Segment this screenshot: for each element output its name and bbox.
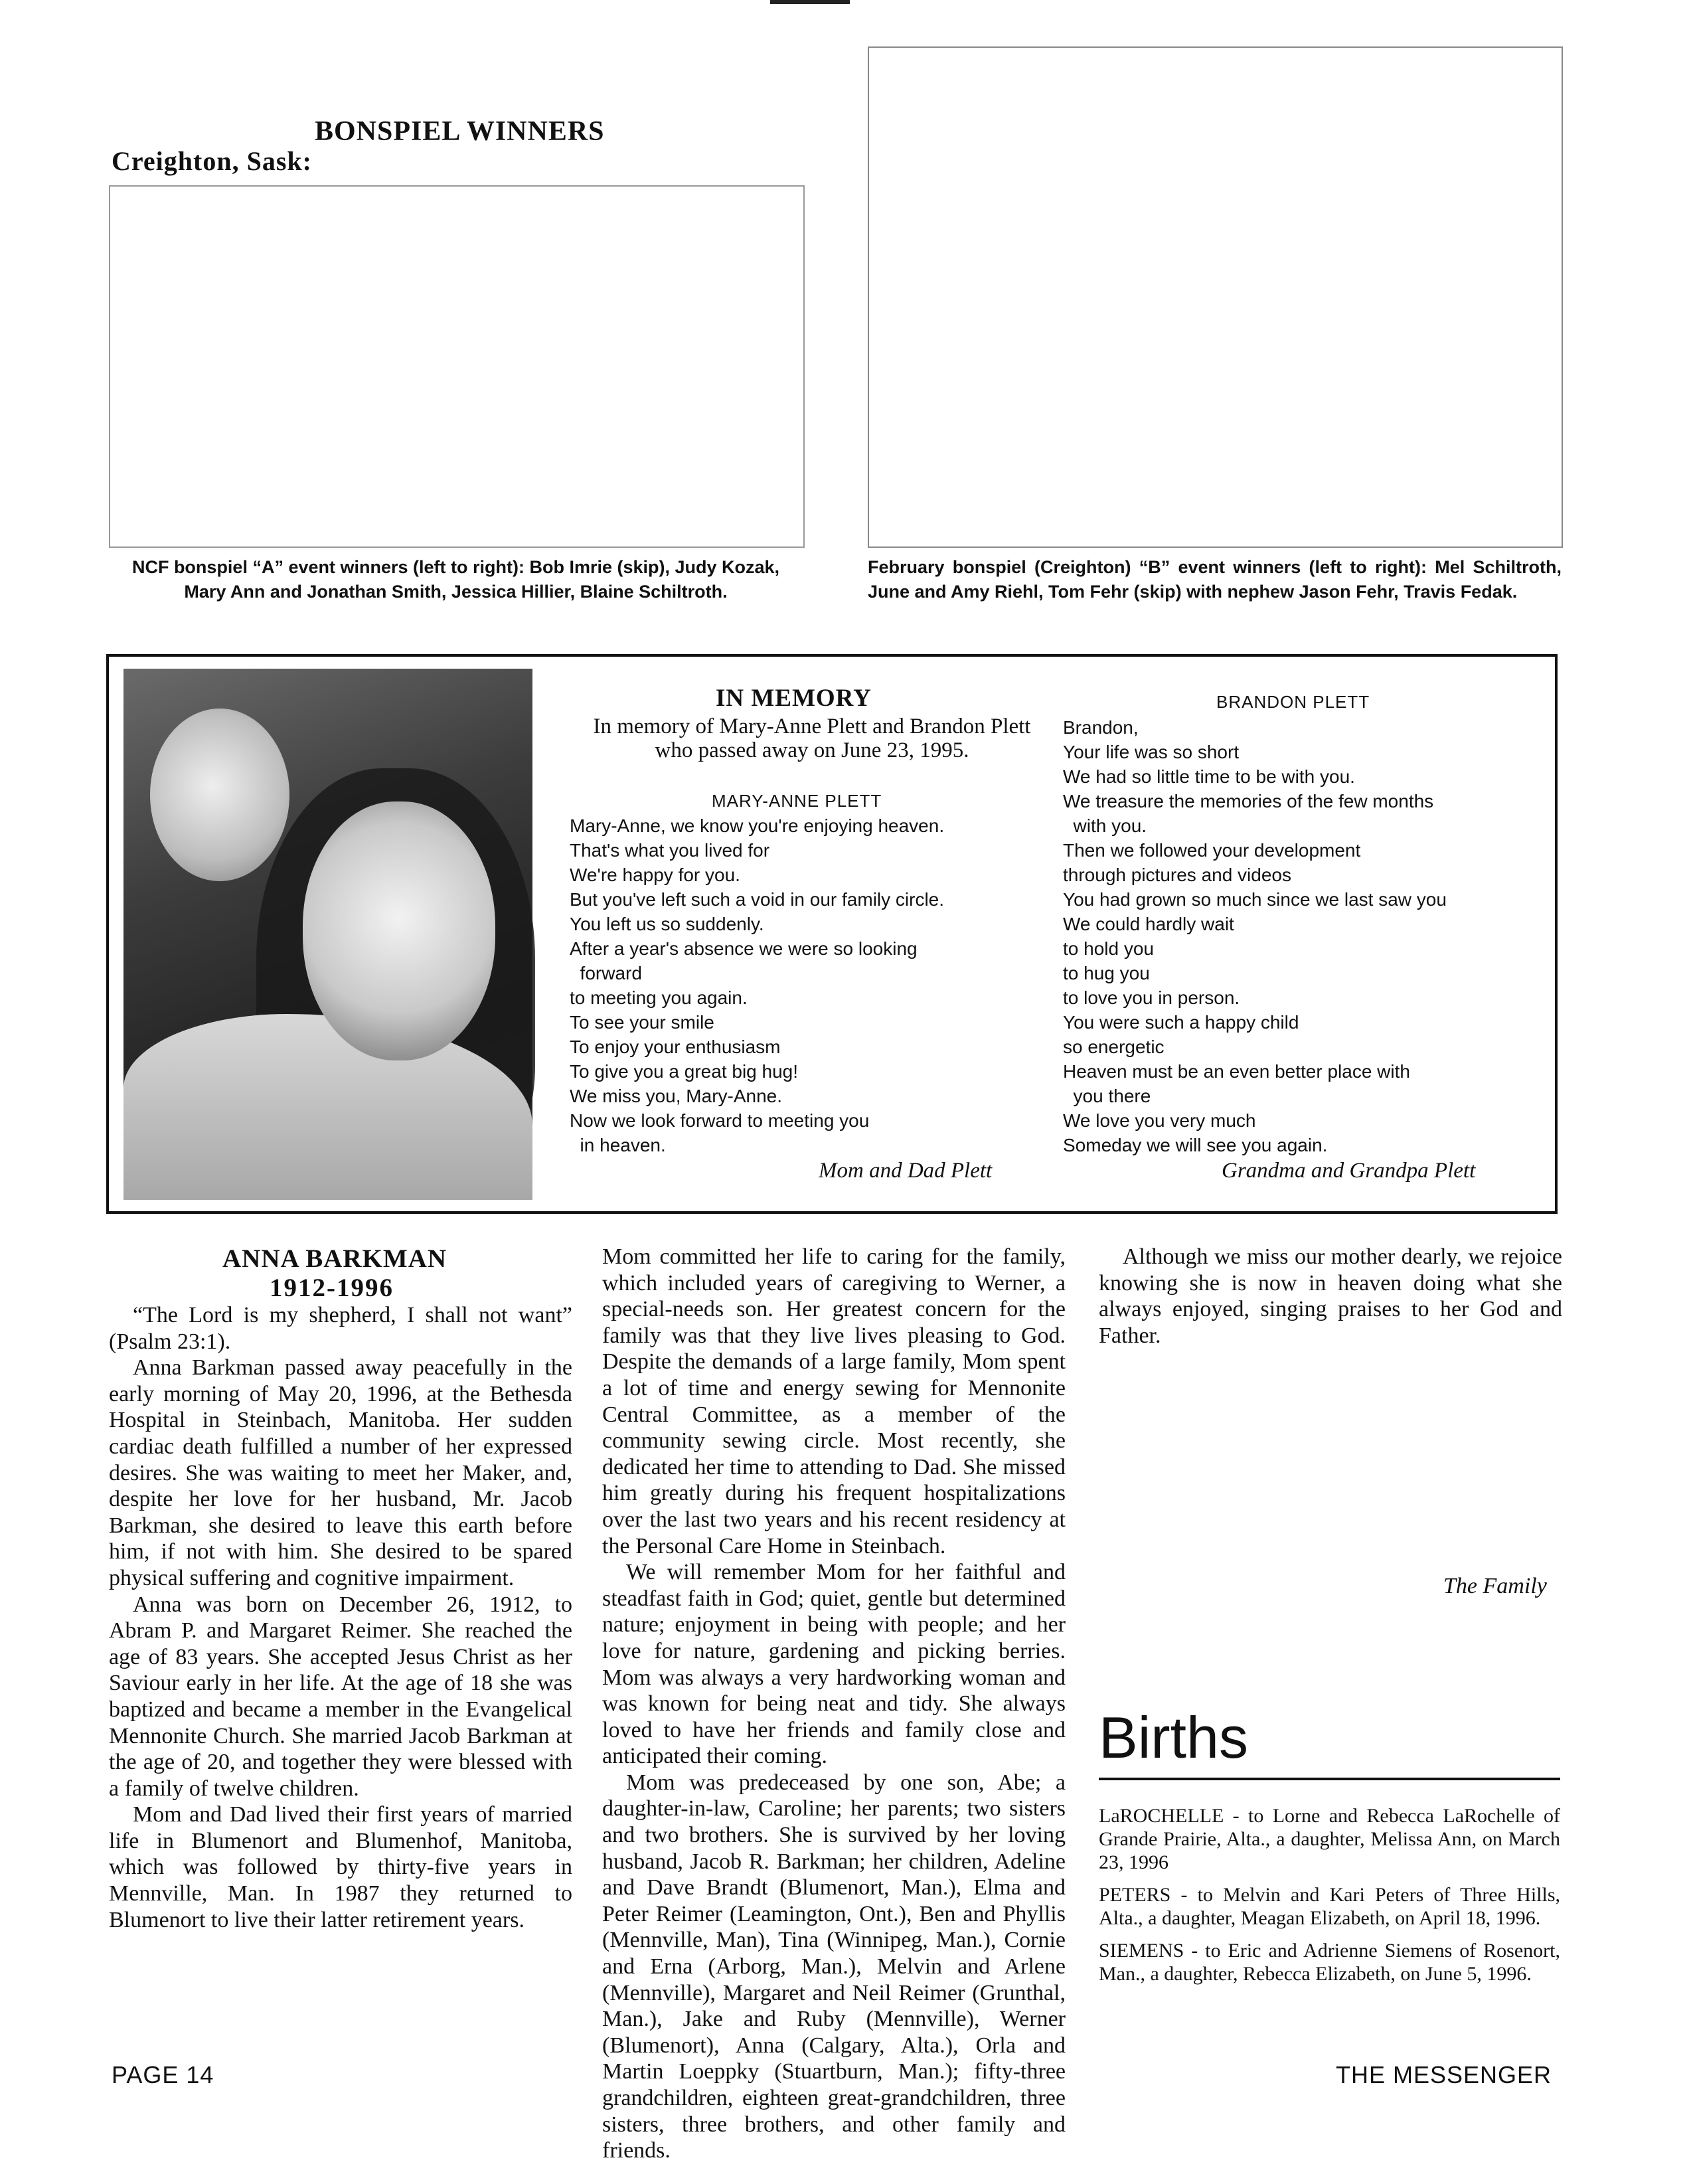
births-heading: Births (1099, 1705, 1248, 1770)
memory-intro: In memory of Mary-Anne Plett and Brandon Plett who passed away on June 23, 1995. (593, 714, 1031, 762)
mary-anne-poem: Mary-Anne, we know you're enjoying heaven. That's what you lived for We're happy for you. But you've left such a void in our family circle. You left us so suddenly. After a year's absence we were so looking forward to meeting you again. To see your smile To enjoy your enthusiasm To give you a great big hug! We miss you, Mary-Anne. Now we look forward to meeting you in heaven. (570, 815, 945, 1155)
obituary-paragraph: “The Lord is my shepherd, I shall not want” (Psalm 23:1). (109, 1303, 572, 1354)
births-list (1099, 1804, 1560, 1995)
obituary-years: 1912-1996 (270, 1274, 394, 1302)
births-divider (1099, 1778, 1560, 1780)
obituary-column-1 (109, 1302, 572, 1986)
obituary-column-3 (1099, 1244, 1562, 1589)
publication-name: THE MESSENGER (1336, 2061, 1552, 2088)
bonspiel-location: Creighton, Sask: (112, 146, 312, 176)
obituary-paragraph: Anna Barkman passed away peacefully in the early morning of May 20, 1996, at the Bethesda Hospital in Steinbach, Manitoba. Her sudden cardiac death fulfilled a number of her expressed desires. She was waiting to meet her Maker, and, despite her love for her husband, Mr. Jacob Barkman, she desired to leave this earth before him, if not with him. She desired to be spared physical suffering and cognitive impairment. (109, 1355, 572, 1590)
obituary-paragraph: We will remember Mom for her faithful and steadfast faith in God; quiet, gentle but determined nature; enjoyment in being with people; and her love for nature, gardening and picking berries. Mom was always a very hardworking woman and was known for being neat and tidy. She always loved to have her friends and family close and anticipated their coming. (602, 1560, 1066, 1769)
memorial-photo (123, 669, 532, 1200)
bonspiel-a-photo (109, 185, 805, 548)
obituary-paragraph: Mom was predeceased by one son, Abe; a daughter-in-law, Caroline; her parents; two sisters and two brothers. She is survived by her loving husband, Jacob R. Barkman; her children, Adeline and Dave Brandt (Blumenort, Man.), Elma and Peter Reimer (Leamington, Ont.), Ben and Phyllis (Mennville, Man), Tina (Winnipeg, Man.), Cornie and Erna (Arborg, Man.), Melvin and Arlene (Mennville), Margaret and Neil Reimer (Grunthal, Man.), Jake and Ruby (Mennville), Werner (Blumenort), Anna (Calgary, Alta.), Orla and Martin Loeppky (Stuartburn, Man.); fifty-three grandchildren, eighteen great-grandchildren, three sisters, three brothers, and other family and friends. (602, 1770, 1066, 2163)
mary-anne-signature: Mom and Dad Plett (819, 1159, 993, 1183)
bonspiel-b-photo (868, 46, 1563, 548)
mary-anne-poem-title: MARY-ANNE PLETT (712, 791, 882, 811)
obituary-name: ANNA BARKMAN (222, 1244, 447, 1273)
page-number: PAGE 14 (112, 2061, 214, 2088)
bonspiel-a-caption: NCF bonspiel “A” event winners (left to right): Bob Imrie (skip), Judy Kozak, Mary Ann and Jonathan Smith, Jessica Hillier, Blaine Schiltroth. (131, 557, 780, 602)
obituary-paragraph: Anna was born on December 26, 1912, to Abram P. and Margaret Reimer. She reached the age of 83 years. She accepted Jesus Christ as her Saviour early in her life. At the age of 18 she was baptized and became a member in the Evangelical Mennonite Church. She married Jacob Barkman at the age of 20, and together they were blessed with a family of twelve children. (109, 1592, 572, 1801)
bonspiel-title: BONSPIEL WINNERS (315, 116, 605, 147)
obituary-paragraph: Mom and Dad lived their first years of married life in Blumenort and Blumenhof, Manitoba, which was followed by thirty-five years in Mennville, Man. In 1987 they returned to Blumenort to live their latter retirement years. (109, 1802, 572, 1932)
brandon-signature: Grandma and Grandpa Plett (1222, 1159, 1476, 1183)
birth-announcement: PETERS - to Melvin and Kari Peters of Three Hills, Alta., a daughter, Meagan Elizabeth, on April 18, 1996. (1099, 1884, 1560, 1929)
birth-announcement: SIEMENS - to Eric and Adrienne Siemens of Rosenort, Man., a daughter, Rebecca Elizabeth, on June 5, 1996. (1099, 1940, 1560, 1985)
brandon-poem: Brandon, Your life was so short We had so little time to be with you. We treasure the memories of the few months with you. Then we followed your development through pictures and videos You had grown so much since we last saw you We could hardly wait to hold you to hug you to love you in person. You were such a happy child so energetic Heaven must be an even better place with you there We love you very much Someday we will see you again. (1063, 717, 1447, 1155)
birth-announcement: LaROCHELLE - to Lorne and Rebecca LaRochelle of Grande Prairie, Alta., a daughter, Melissa Ann, on March 23, 1996 (1099, 1805, 1560, 1873)
bonspiel-b-caption: February bonspiel (Creighton) “B” event winners (left to right): Mel Schiltroth, June and Amy Riehl, Tom Fehr (skip) with nephew Jason Fehr, Travis Fedak. (868, 557, 1562, 602)
memory-heading: IN MEMORY (716, 685, 872, 712)
obituary-paragraph: Although we miss our mother dearly, we rejoice knowing she is now in heaven doing what she always enjoyed, singing praises to her God and Father. (1099, 1244, 1562, 1348)
obituary-paragraph: Mom committed her life to caring for the family, which included years of caregiving to Werner, a special-needs son. Her greatest concern for the family was that they live lives pleasing to God. Despite the demands of a large family, Mom spent a lot of time and energy sewing for Mennonite Central Committee, as a member of the community sewing circle. Most recently, she dedicated her time to attending to Dad. She missed him greatly during his frequent hospitalizations over the last two years and his recent residency at the Personal Care Home in Steinbach. (602, 1244, 1066, 1558)
scan-top-mark (770, 0, 850, 4)
obituary-signature: The Family (1443, 1574, 1547, 1598)
obituary-column-2 (602, 1244, 1066, 2163)
brandon-poem-title: BRANDON PLETT (1216, 692, 1370, 712)
